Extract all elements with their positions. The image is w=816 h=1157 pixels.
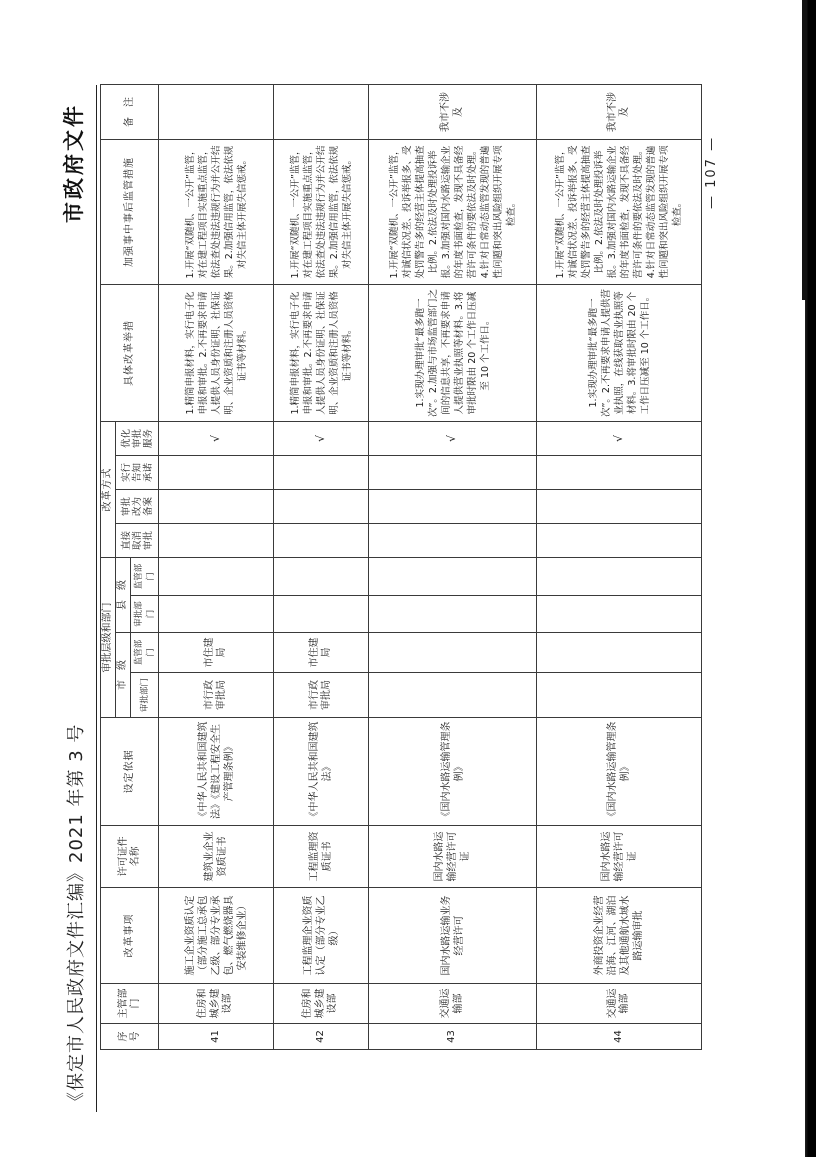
cell-42-basis: 《中华人民共和国建筑法》: [274, 718, 369, 826]
cell-42-county-regulator: [274, 558, 369, 596]
cell-41-city-regulator: 市住建局: [159, 633, 274, 673]
header-license-name-text: 许可证件名称: [117, 836, 141, 877]
cell-43-city-regulator: [369, 633, 537, 673]
table-row-41: [159, 85, 274, 1050]
cell-43-city-approval: [369, 673, 537, 718]
header-mode-cancel: 直接取消审批: [116, 524, 159, 558]
cell-43-item: 国内水路运输业务经营许可: [369, 888, 537, 984]
header-remarks: 备 注: [101, 85, 159, 140]
cell-41-no: 41: [159, 1024, 274, 1050]
header-license-name: [101, 826, 159, 888]
cell-43-mode-cancel: [369, 524, 537, 558]
header-rule: [96, 85, 97, 1112]
header-serial-no: 序号: [101, 1024, 159, 1050]
cell-44-measures: 1.实现办理审批“最多跑一次”。2.不再要求申请人提供营业执照，在线获取营业执照等材料。3.将审批时限由 20 个工作日压减至 10 个工作日。: [537, 285, 702, 422]
cell-44-license: 国内水路运输经营许可证: [537, 826, 702, 888]
header-specific-measures: 具体改革举措: [101, 285, 159, 422]
cell-42-item: 工程监理企业资质认定（部分专业乙级）: [274, 888, 369, 984]
header-mode-notify-commit: 实行告知承诺: [116, 456, 159, 490]
cell-42-mode-notify: [274, 456, 369, 490]
header-legal-basis: 设定依据: [101, 718, 159, 826]
cell-42-city-regulator: 市住建局: [274, 633, 369, 673]
header-mode-optimize: 优化审批服务: [116, 422, 159, 456]
cell-41-dept: 住房和城乡建设部: [159, 984, 274, 1024]
cell-42-mode-record: [274, 490, 369, 524]
table-row-44: [537, 85, 702, 1050]
reform-items-table: [100, 84, 702, 1050]
document-category-label: 市政府文件: [62, 103, 86, 223]
header-approval-levels: 审批层级和部门: [101, 558, 116, 718]
header-county-approval-dept: 审批部门: [131, 596, 159, 633]
cell-41-basis: 《中华人民共和国建筑法》《建设工程安全生产管理条例》: [159, 718, 274, 826]
table-row-43: [369, 85, 537, 1050]
cell-44-city-approval: [537, 673, 702, 718]
compilation-title: 《保定市人民政府文件汇编》2021 年第 3 号: [66, 723, 87, 1110]
cell-42-mode-cancel: [274, 524, 369, 558]
cell-42-supervision: 1.开展“双随机、一公开”监管，对在建工程项目实施重点监管，依法查处违法违规行为并公开结果。2.加强信用监管，依法依规对失信主体开展失信惩戒。: [274, 140, 369, 285]
cell-43-supervision: 1.开展“双随机、一公开”监管，对诚信状况差、投诉举报多、受处罚警告多的经营主体提高抽查比例。2.依法及时处理投诉举报。3.加强对国内水路运输企业的年度书面检查，发现不具备经营许可条件的要依法及时处理。4.针对日常动态监管发现的普遍性问题和突出风险组织开展专项检查。: [369, 140, 537, 285]
header-county-level: 县 级: [116, 558, 131, 633]
cell-44-mode-optimize-check: √: [537, 422, 702, 456]
cell-41-mode-cancel: [159, 524, 274, 558]
cell-41-license: 建筑业企业资质证书: [159, 826, 274, 888]
cell-44-mode-cancel: [537, 524, 702, 558]
cell-42-county-approval: [274, 596, 369, 633]
page-number: — 107 —: [704, 135, 719, 209]
cell-43-measures: 1.实现办理审批“最多跑一次”。2.加强与市场监管部门之间的信息共享，不再要求申请人提供营业执照等材料。3.将审批时限由 20 个工作日压减至 10 个工作日。: [369, 285, 537, 422]
cell-42-mode-optimize-check: √: [274, 422, 369, 456]
cell-42-city-approval: 市行政审批局: [274, 673, 369, 718]
cell-43-mode-notify: [369, 456, 537, 490]
cell-44-county-regulator: [537, 558, 702, 596]
cell-41-measures: 1.精简申报材料，实行电子化申报和审批。2.不再要求申请人提供人员身份证明、社保证明、企业资质和注册人员资格证书等材料。: [159, 285, 274, 422]
cell-43-mode-optimize-check: √: [369, 422, 537, 456]
header-competent-dept: 主管部门: [101, 984, 159, 1024]
header-city-approval-dept: 审批部门: [131, 673, 159, 718]
table-row-42: [274, 85, 369, 1050]
header-mode-to-record: 审批改为备案: [116, 490, 159, 524]
cell-44-basis: 《国内水路运输管理条例》: [537, 718, 702, 826]
cell-43-no: 43: [369, 1024, 537, 1050]
cell-43-note: 我市不涉及: [369, 85, 537, 140]
cell-41-city-approval: 市行政审批局: [159, 673, 274, 718]
cell-43-license: 国内水路运输经营许可证: [369, 826, 537, 888]
cell-41-mode-notify: [159, 456, 274, 490]
cell-44-city-regulator: [537, 633, 702, 673]
cell-41-county-approval: [159, 596, 274, 633]
header-city-regulator-dept: 监管部门: [131, 633, 159, 673]
header-city-level: 市 级: [116, 633, 131, 718]
cell-43-county-regulator: [369, 558, 537, 596]
cell-41-county-regulator: [159, 558, 274, 596]
cell-44-note: 我市不涉及: [537, 85, 702, 140]
cell-42-dept: 住房和城乡建设部: [274, 984, 369, 1024]
cell-44-no: 44: [537, 1024, 702, 1050]
cell-42-no: 42: [274, 1024, 369, 1050]
header-reform-item: 改革事项: [101, 888, 159, 984]
cell-44-item: 外商投资企业经营沿海、江河、湖泊及其他通航水域水路运输审批: [537, 888, 702, 984]
cell-43-basis: 《国内水路运输管理条例》: [369, 718, 537, 826]
cell-41-supervision: 1.开展“双随机、一公开”监管，对在建工程项目实施重点监管，依法查处违法违规行为并公开结果。2.加强信用监管，依法依规对失信主体开展失信惩戒。: [159, 140, 274, 285]
cell-42-measures: 1.精简申报材料，实行电子化申报和审批。2.不再要求申请人提供人员身份证明、社保证明、企业资质和注册人员资格证书等材料。: [274, 285, 369, 422]
header-county-regulator-dept: 监管部门: [131, 558, 159, 596]
cell-43-dept: 交通运输部: [369, 984, 537, 1024]
cell-44-county-approval: [537, 596, 702, 633]
cell-41-mode-record: [159, 490, 274, 524]
cell-43-mode-record: [369, 490, 537, 524]
header-supervision-measures: 加强事中事后监管措施: [101, 140, 159, 285]
cell-44-mode-record: [537, 490, 702, 524]
cell-42-note: [274, 85, 369, 140]
document-header: [58, 85, 88, 1110]
cell-43-county-approval: [369, 596, 537, 633]
header-row-1: [101, 85, 116, 1050]
cell-42-license: 工程监理资质证书: [274, 826, 369, 888]
cell-44-mode-notify: [537, 456, 702, 490]
header-reform-mode: 改革方式: [101, 422, 116, 558]
cell-44-dept: 交通运输部: [537, 984, 702, 1024]
cell-41-mode-optimize-check: √: [159, 422, 274, 456]
cell-41-item: 施工企业资质认定（部分施工总承包乙级、部分专业承包、燃气燃烧器具安装维修企业）: [159, 888, 274, 984]
cell-44-supervision: 1.开展“双随机、一公开”监管，对诚信状况差、投诉举报多、受处罚警告多的经营主体提高抽查比例。2.依法及时处理投诉举报。3.加强对国内水路运输企业的年度书面检查，发现不具备经营许可条件的要依法及时处理。4.针对日常动态监管发现的普遍性问题和突出风险组织开展专项检查。: [537, 140, 702, 285]
cell-41-note: [159, 85, 274, 140]
